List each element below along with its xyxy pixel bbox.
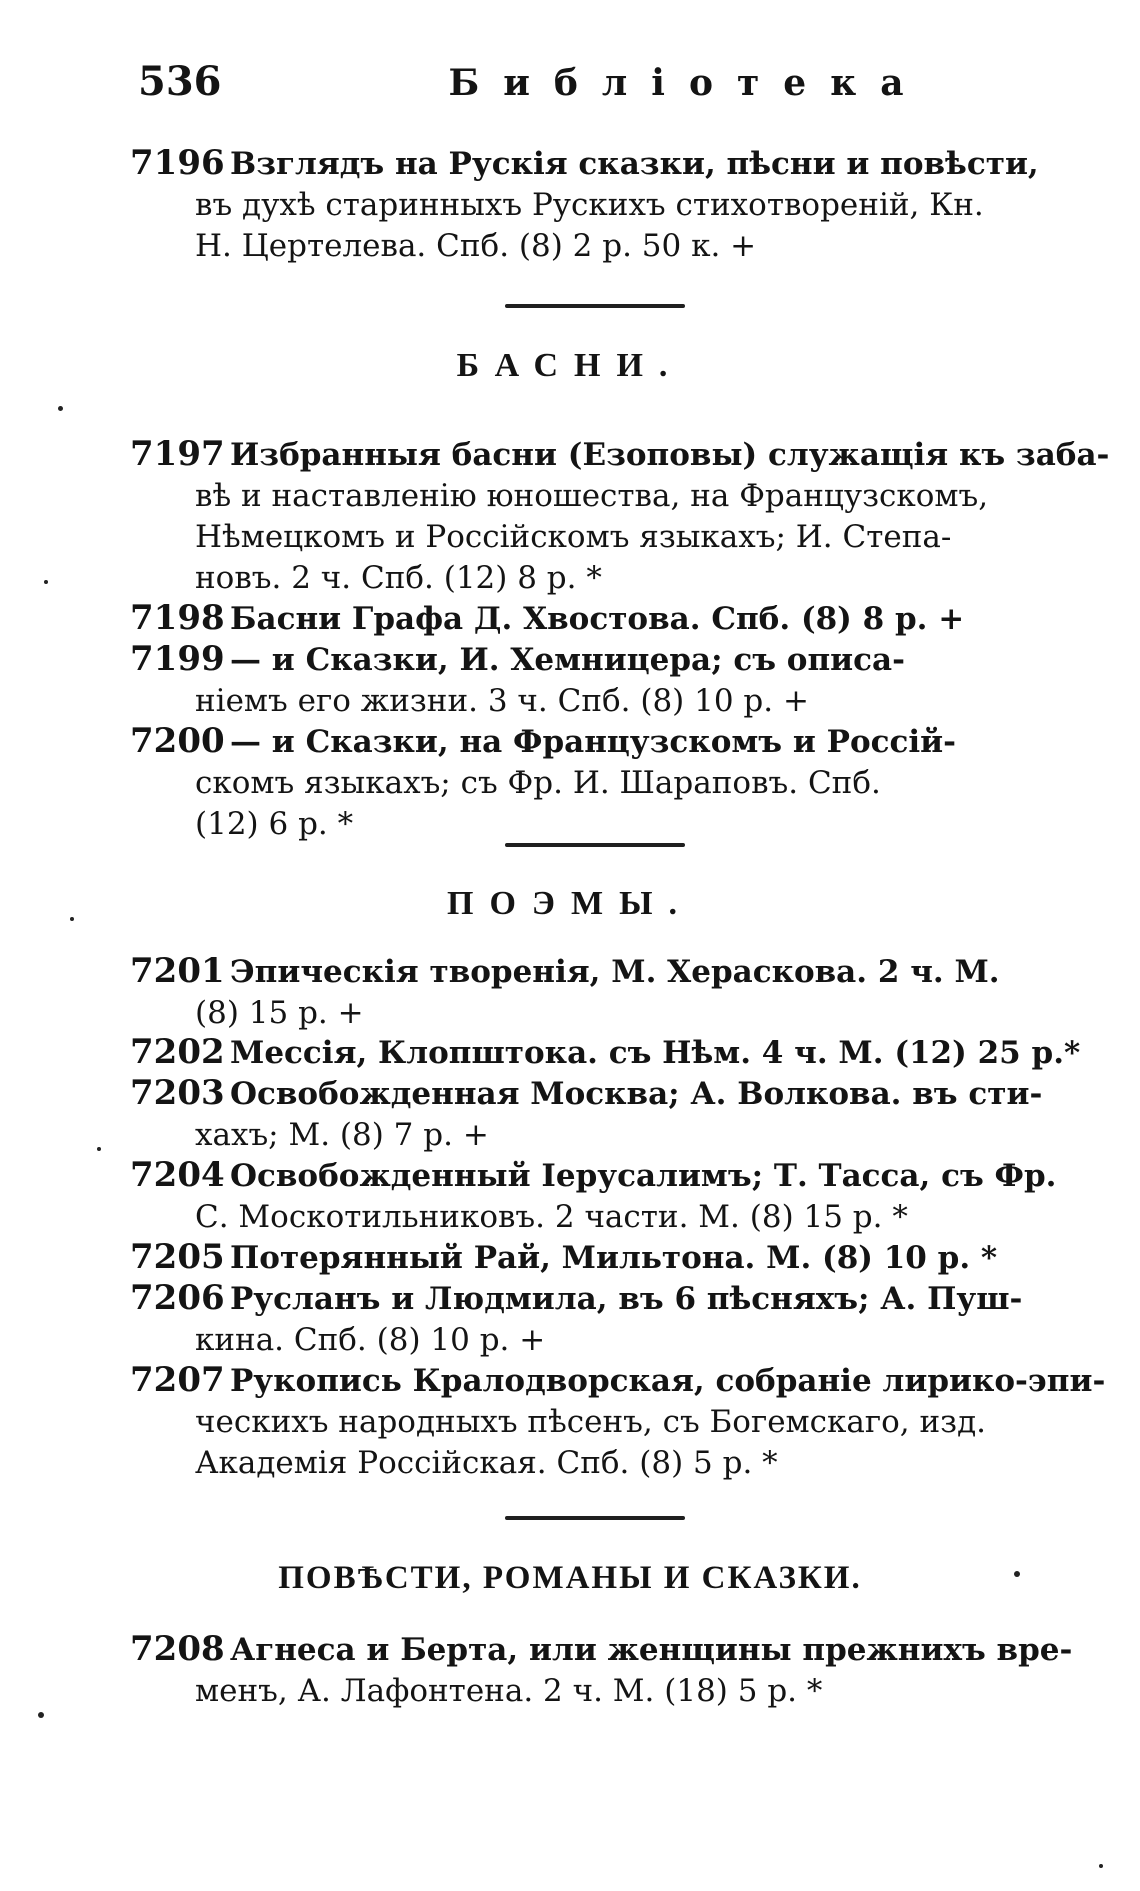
entry-text: — и Сказки, И. Хемницера; съ описа-	[230, 642, 905, 678]
catalog-entry-7202	[130, 1032, 1081, 1074]
entry-line: С. Москотильниковъ. 2 части. М. (8) 15 р. *	[195, 1199, 908, 1235]
entry-text: Русланъ и Людмила, въ 6 пѣсняхъ; А. Пуш-	[230, 1281, 1023, 1317]
entry-line: ніемъ его жизни. 3 ч. Спб. (8) 10 р. +	[195, 683, 809, 719]
entry-line: кина. Спб. (8) 10 р. +	[195, 1322, 546, 1358]
entry-line	[130, 143, 1060, 185]
print-speck	[44, 580, 48, 584]
section-title-stories: ПОВѢСТИ, РОМАНЫ И СКАЗКИ.	[278, 1560, 862, 1596]
catalog-entry-7207	[130, 1360, 1106, 1484]
entry-text: Басни Графа Д. Хвостова. Спб. (8) 8 р. +	[230, 601, 965, 637]
section-divider	[505, 1516, 685, 1520]
print-speck	[97, 1147, 101, 1151]
entry-number: 7204	[130, 1155, 225, 1195]
entry-number: 7198	[130, 598, 225, 638]
entry-line	[130, 434, 1110, 476]
entry-text: Взглядъ на Рускія сказки, пѣсни и повѣсти,	[230, 146, 1039, 182]
entry-number: 7208	[130, 1629, 225, 1669]
entry-text: Рукопись Кралодворская, собраніе лирико-эпи-	[230, 1363, 1106, 1399]
entry-number: 7207	[130, 1360, 225, 1400]
entry-line: въ духѣ старинныхъ Рускихъ стихотвореній, Кн.	[195, 187, 984, 223]
print-speck	[1099, 1864, 1103, 1868]
print-speck	[1014, 1571, 1020, 1577]
entry-line	[130, 639, 1060, 681]
running-head: Библіотека	[448, 62, 928, 104]
catalog-entry-7204	[130, 1155, 1060, 1238]
entry-text: — и Сказки, на Французскомъ и Россій-	[230, 724, 957, 760]
entry-number: 7202	[130, 1032, 225, 1072]
entry-line: менъ, А. Лафонтена. 2 ч. М. (18) 5 р. *	[195, 1673, 823, 1709]
entry-line	[130, 1155, 1060, 1197]
catalog-entry-7199	[130, 639, 1060, 722]
print-speck	[70, 917, 74, 921]
entry-number: 7201	[130, 951, 225, 991]
entry-line: Нѣмецкомъ и Россійскомъ языкахъ; И. Степа-	[195, 519, 952, 555]
entry-line	[130, 1360, 1106, 1402]
page-number: 536	[138, 58, 222, 105]
entry-line: (8) 15 р. +	[195, 995, 364, 1031]
entry-number: 7205	[130, 1237, 225, 1277]
entry-line	[130, 598, 1060, 640]
entry-number: 7206	[130, 1278, 225, 1318]
entry-line: новъ. 2 ч. Спб. (12) 8 р. *	[195, 560, 602, 596]
entry-text: Освобожденный Іерусалимъ; Т. Тасса, съ Фр.	[230, 1158, 1057, 1194]
catalog-entry-7201	[130, 951, 1060, 1034]
catalog-entry-7208	[130, 1629, 1073, 1712]
page-header	[138, 58, 1058, 108]
section-title-fables: БАСНИ.	[456, 347, 684, 384]
print-speck	[58, 406, 63, 411]
entry-line	[130, 1032, 1081, 1074]
entry-line	[130, 1278, 1060, 1320]
entry-text: Освобожденная Москва; А. Волкова. въ сти-	[230, 1076, 1043, 1112]
catalog-entry-7200	[130, 721, 1060, 845]
entry-line: ческихъ народныхъ пѣсенъ, съ Богемскаго, изд.	[195, 1404, 987, 1440]
entry-number: 7203	[130, 1073, 225, 1113]
entry-line	[130, 1073, 1060, 1115]
entry-line: вѣ и наставленію юношества, на Французскомъ,	[195, 478, 989, 514]
catalog-entry-7206	[130, 1278, 1060, 1361]
entry-line: (12) 6 р. *	[195, 806, 354, 842]
section-divider	[505, 843, 685, 847]
entry-number: 7196	[130, 143, 225, 183]
entry-line	[130, 1629, 1073, 1671]
section-divider	[505, 304, 685, 308]
print-speck	[38, 1712, 44, 1718]
entry-line	[130, 1237, 1060, 1279]
entry-number: 7200	[130, 721, 225, 761]
entry-line: скомъ языкахъ; съ Фр. И. Шараповъ. Спб.	[195, 765, 881, 801]
entry-text: Избранныя басни (Езоповы) служащія къ заба-	[230, 437, 1110, 473]
entry-text: Мессія, Клопштока. съ Нѣм. 4 ч. М. (12) 25 р.*	[230, 1035, 1081, 1071]
catalog-entry-7198	[130, 598, 1060, 640]
entry-line	[130, 721, 1060, 763]
entry-line	[130, 951, 1060, 993]
section-title-poems: ПОЭМЫ.	[447, 885, 693, 922]
entry-text: Агнеса и Берта, или женщины прежнихъ вре-	[230, 1632, 1073, 1668]
entry-number: 7197	[130, 434, 225, 474]
catalog-entry-7197	[130, 434, 1110, 599]
entry-text: Потерянный Рай, Мильтона. М. (8) 10 р. *	[230, 1240, 998, 1276]
catalog-entry-7203	[130, 1073, 1060, 1156]
entry-line: Н. Цертелева. Спб. (8) 2 р. 50 к. +	[195, 228, 757, 264]
entry-number: 7199	[130, 639, 225, 679]
entry-line: хахъ; М. (8) 7 р. +	[195, 1117, 489, 1153]
catalog-entry-7196	[130, 143, 1060, 267]
catalog-entry-7205	[130, 1237, 1060, 1279]
entry-line: Академія Россійская. Спб. (8) 5 р. *	[195, 1445, 778, 1481]
entry-text: Эпическія творенія, М. Хераскова. 2 ч. М.	[230, 954, 1000, 990]
